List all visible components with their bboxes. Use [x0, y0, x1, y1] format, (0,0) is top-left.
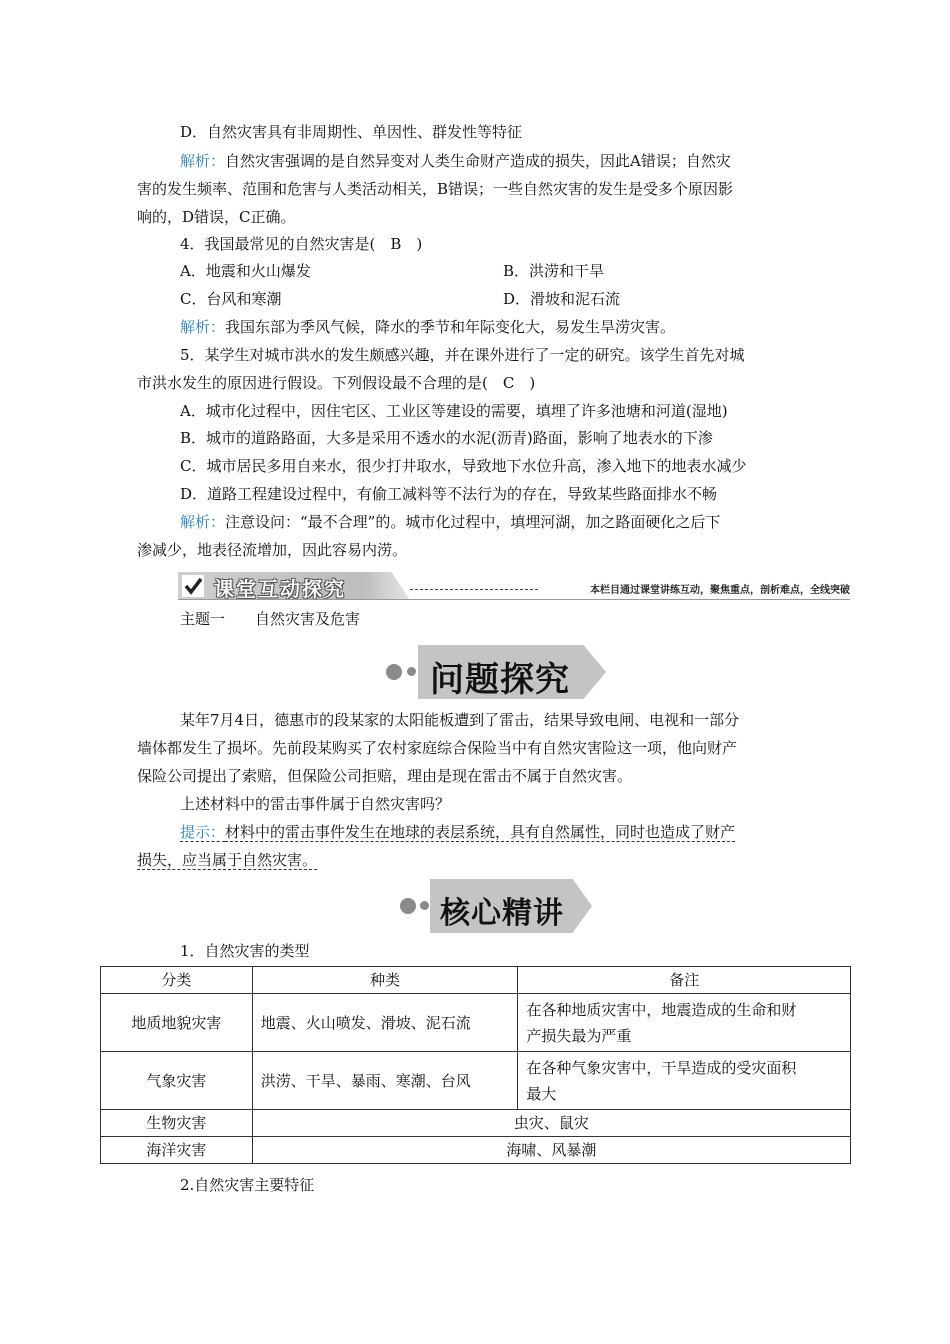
table-row	[101, 994, 851, 1052]
q3-analysis-line2: 害的发生频率、范围和危害与人类活动相关，B错误；一些自然灾害的发生是受多个原因影	[137, 180, 734, 198]
table-cell: 气象灾害	[101, 1052, 253, 1110]
table-cell: 虫灾、鼠灾	[252, 1110, 850, 1137]
analysis-text: 自然灾害强调的是自然异变对人类生命财产造成的损失，因此A错误；自然灾	[225, 152, 731, 170]
q4-option-d: D．滑坡和泥石流	[503, 290, 621, 308]
material-line3: 保险公司提出了索赔，但保险公司拒赔，理由是现在雷击不属于自然灾害。	[137, 767, 633, 785]
table-cell: 海洋灾害	[101, 1137, 253, 1164]
table-cell: 洪涝、干旱、暴雨、寒潮、台风	[252, 1052, 518, 1110]
table-header: 种类	[252, 967, 518, 994]
q5-option-d: D．道路工程建设过程中，有偷工减料等不法行为的存在，导致某些路面排水不畅	[180, 485, 718, 503]
banner-dash	[410, 589, 538, 590]
heading-dot-icon	[386, 664, 402, 680]
q4-option-c: C．台风和寒潮	[180, 290, 282, 308]
material-question: 上述材料中的雷击事件属于自然灾害吗？	[180, 795, 451, 813]
q3-analysis	[180, 151, 731, 171]
q4-option-b: B．洪涝和干旱	[503, 262, 605, 280]
table-row	[101, 1110, 851, 1137]
q4-analysis	[180, 317, 675, 337]
table-row	[101, 1137, 851, 1164]
material-line1: 某年7月4日，德惠市的段某家的太阳能板遭到了雷击，结果导致电闸、电视和一部分	[180, 711, 740, 729]
material-line2: 墙体都发生了损坏。先前段某购买了农村家庭综合保险当中有自然灾害险这一项，他向财产	[137, 739, 738, 757]
table-cell	[518, 994, 851, 1052]
table-cell: 生物灾害	[101, 1110, 253, 1137]
table-cell: 地质地貌灾害	[101, 994, 253, 1052]
heading-dot-icon	[400, 898, 416, 914]
heading-text: 问题探究	[430, 660, 570, 700]
heading-text: 核心精讲	[440, 896, 564, 931]
q3-analysis-line3: 响的，D错误，C正确。	[137, 208, 296, 226]
note-line: 最大	[526, 1084, 557, 1103]
point1-heading: 1．自然灾害的类型	[180, 942, 310, 960]
table-cell: 海啸、风暴潮	[252, 1137, 850, 1164]
section-banner	[178, 572, 850, 600]
hint-line2	[137, 850, 317, 870]
hint-text: 材料中的雷击事件发生在地球的表层系统，具有自然属性，同时也造成了财产	[225, 823, 736, 841]
q5-option-a: A．城市化过程中，因住宅区、工业区等建设的需要，填埋了许多池塘和河道(湿地)	[180, 402, 728, 420]
banner-note: 本栏目通过课堂讲练互动，聚焦重点，剖析难点，全线突破	[590, 585, 850, 596]
hint-label: 提示：	[180, 823, 226, 841]
analysis-label: 解析：	[180, 152, 226, 170]
q5-stem-line1: 5．某学生对城市洪水的发生颇感兴趣，并在课外进行了一定的研究。该学生首先对城	[180, 346, 745, 364]
table-cell: 地震、火山喷发、滑坡、泥石流	[252, 994, 518, 1052]
note-line: 在各种气象灾害中，干旱造成的受灾面积	[526, 1058, 797, 1077]
section-heading-core	[400, 879, 592, 933]
q5-analysis-line2: 渗减少，地表径流增加，因此容易内涝。	[137, 541, 408, 559]
table-cell	[518, 1052, 851, 1110]
checkmark-icon	[182, 575, 204, 597]
analysis-label: 解析：	[180, 318, 226, 336]
hint-line1	[180, 822, 735, 842]
hint-text: 损失，应当属于自然灾害。	[137, 851, 318, 869]
analysis-text: 我国东部为季风气候，降水的季节和年际变化大，易发生旱涝灾害。	[225, 318, 676, 336]
analysis-text: 注意设问：“最不合理”的。城市化过程中，填埋河湖，加之路面硬化之后下	[225, 513, 721, 531]
note-line: 在各种地质灾害中，地震造成的生命和财	[526, 1000, 797, 1019]
point2-heading: 2.自然灾害主要特征	[180, 1176, 315, 1194]
table-header-row	[101, 967, 851, 994]
topic-heading: 主题一 自然灾害及危害	[180, 610, 361, 628]
banner-underline	[178, 599, 850, 600]
q5-stem-line2: 市洪水发生的原因进行假设。下列假设最不合理的是( C )	[137, 374, 536, 392]
section-heading-problem	[386, 645, 606, 699]
q4-option-a: A．地震和火山爆发	[180, 262, 311, 280]
heading-dot-icon	[420, 901, 429, 910]
q5-analysis	[180, 512, 720, 532]
table-header: 备注	[518, 967, 851, 994]
analysis-label: 解析：	[180, 513, 226, 531]
heading-dot-icon	[407, 667, 416, 676]
table-row	[101, 1052, 851, 1110]
q4-stem: 4．我国最常见的自然灾害是( B )	[180, 235, 423, 253]
table-header: 分类	[101, 967, 253, 994]
q5-option-b: B．城市的道路路面，大多是采用不透水的水泥(沥青)路面，影响了地表水的下渗	[180, 429, 713, 447]
q3-option-d: D．自然灾害具有非周期性、单因性、群发性等特征	[180, 123, 523, 141]
q5-option-c: C．城市居民多用自来水，很少打井取水，导致地下水位升高，渗入地下的地表水减少	[180, 457, 747, 475]
banner-title: 课堂互动探究	[214, 577, 346, 601]
disaster-types-table	[100, 966, 851, 1164]
note-line: 产损失最为严重	[526, 1026, 632, 1045]
